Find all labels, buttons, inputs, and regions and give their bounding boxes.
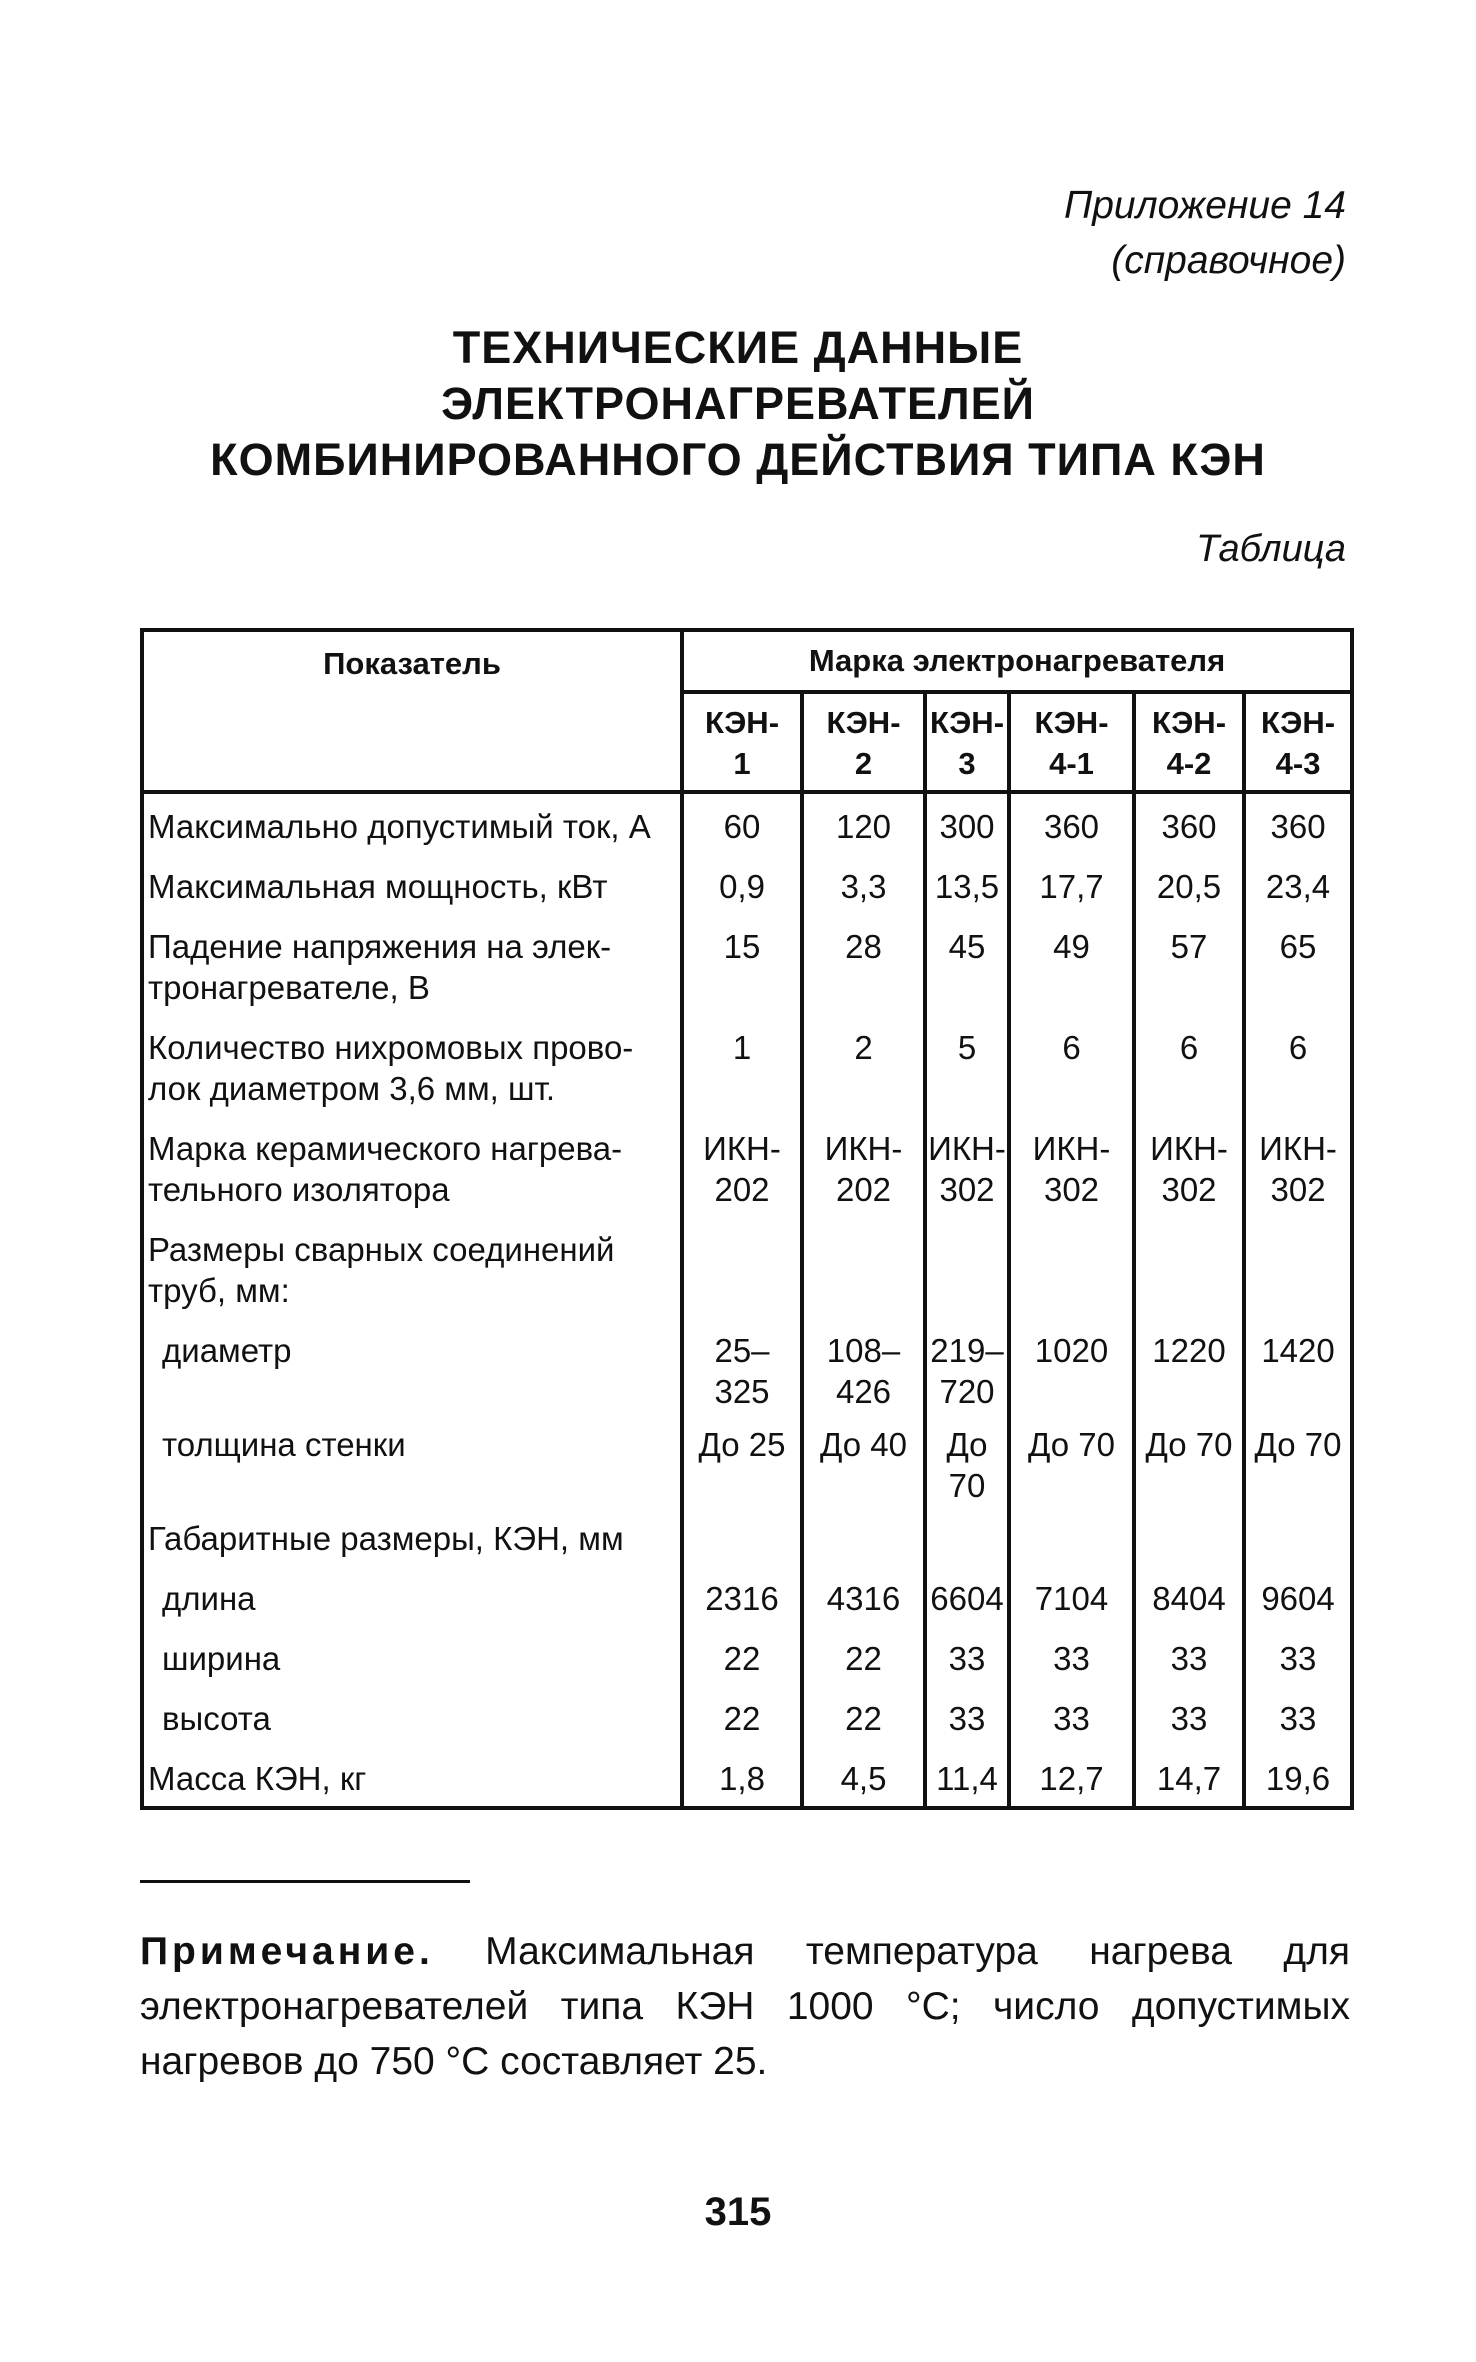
value-cell — [925, 1318, 1009, 1412]
value-text: 28 — [845, 928, 882, 965]
row-label: Масса КЭН, кг — [148, 1760, 367, 1797]
model-header-bottom: 1 — [733, 746, 751, 781]
value-cell — [802, 1746, 925, 1808]
value-text: 302 — [939, 1171, 995, 1208]
value-cell — [1134, 792, 1244, 854]
value-text: 202 — [714, 1171, 770, 1208]
value-cell — [682, 1412, 802, 1506]
value-text: 33 — [948, 1640, 986, 1677]
value-cell — [1009, 1686, 1134, 1746]
value-cell — [1009, 1412, 1134, 1506]
value-cell — [1134, 1015, 1244, 1116]
value-cell — [1009, 1566, 1134, 1626]
model-header-top: КЭН- — [704, 705, 780, 740]
value-text: 360 — [1270, 808, 1326, 845]
value-cell — [682, 1015, 802, 1116]
model-header-top: КЭН- — [1260, 705, 1336, 740]
value-cell — [1134, 1506, 1244, 1566]
value-cell — [1134, 1626, 1244, 1686]
row-label-line: Падение напряжения на элек- — [148, 928, 612, 965]
value-cell — [1244, 1015, 1352, 1116]
table-row — [142, 1686, 1352, 1746]
table-row — [142, 1412, 1352, 1506]
value-cell — [925, 1412, 1009, 1506]
value-cell — [1134, 854, 1244, 914]
value-cell — [925, 1217, 1009, 1318]
value-text: 2316 — [705, 1580, 779, 1617]
value-cell — [1244, 1217, 1352, 1318]
page-number: 315 — [704, 2190, 772, 2234]
row-label: Максимальная мощность, кВт — [148, 868, 608, 905]
value-cell — [802, 1318, 925, 1412]
value-cell — [682, 1506, 802, 1566]
row-label: толщина стенки — [162, 1426, 406, 1463]
value-cell — [1009, 1116, 1134, 1217]
row-label-line: труб, мм: — [148, 1272, 290, 1309]
value-text: 720 — [939, 1373, 995, 1410]
model-header-bottom: 3 — [958, 746, 976, 781]
value-text: 19,6 — [1265, 1760, 1331, 1797]
value-cell — [802, 1217, 925, 1318]
value-cell — [1244, 1626, 1352, 1686]
row-label-line: Марка керамического нагрева- — [148, 1130, 623, 1167]
row-label-line: Размеры сварных соединений — [148, 1231, 615, 1268]
value-cell — [682, 1217, 802, 1318]
value-cell — [1244, 1746, 1352, 1808]
value-cell — [802, 1686, 925, 1746]
value-text: 426 — [835, 1373, 892, 1410]
table-label: Таблица — [1196, 528, 1346, 570]
value-text: 33 — [948, 1700, 986, 1737]
value-text: 325 — [714, 1373, 770, 1410]
value-text: 15 — [723, 928, 761, 965]
value-cell — [1134, 1116, 1244, 1217]
value-text: 70 — [948, 1467, 986, 1504]
value-text: 33 — [1053, 1700, 1090, 1737]
row-label-line: тронагревателе, В — [148, 969, 430, 1006]
row-label: длина — [162, 1580, 256, 1617]
value-cell — [1244, 1566, 1352, 1626]
value-text: ИКН- — [1150, 1130, 1228, 1167]
model-header-bottom: 4-1 — [1049, 746, 1094, 781]
value-text: 300 — [939, 808, 995, 845]
value-text: 7104 — [1034, 1580, 1109, 1617]
value-cell — [1009, 914, 1134, 1015]
value-cell — [682, 1318, 802, 1412]
table-row — [142, 1318, 1352, 1412]
value-cell — [1244, 1116, 1352, 1217]
value-cell — [1009, 1626, 1134, 1686]
value-cell — [1244, 854, 1352, 914]
value-cell — [1009, 1506, 1134, 1566]
row-label — [142, 914, 682, 1015]
value-cell — [925, 914, 1009, 1015]
appendix-type: (справочное) — [1111, 239, 1346, 282]
model-header — [1009, 692, 1134, 792]
value-cell — [1009, 1746, 1134, 1808]
row-label — [142, 1116, 682, 1217]
value-cell — [1244, 1318, 1352, 1412]
value-cell — [1134, 914, 1244, 1015]
row-label — [142, 1015, 682, 1116]
specs-table — [140, 628, 1354, 1810]
value-cell — [802, 792, 925, 854]
value-text: 33 — [1053, 1640, 1090, 1677]
value-cell — [682, 914, 802, 1015]
row-label-line: тельного изолятора — [148, 1171, 450, 1208]
value-cell — [802, 1116, 925, 1217]
value-text: 1420 — [1261, 1332, 1335, 1369]
value-text: До 70 — [1254, 1426, 1342, 1463]
value-text: 33 — [1170, 1700, 1208, 1737]
value-cell — [1244, 792, 1352, 854]
model-header-top: КЭН- — [1151, 705, 1227, 740]
table-row — [142, 1506, 1352, 1566]
value-text: 2 — [854, 1029, 873, 1066]
value-text: 60 — [723, 808, 761, 845]
model-header — [1134, 692, 1244, 792]
value-text: 5 — [957, 1029, 977, 1066]
value-text: 360 — [1161, 808, 1217, 845]
value-text: До 70 — [1028, 1426, 1115, 1463]
value-text: 33 — [1279, 1640, 1317, 1677]
value-text: 360 — [1043, 808, 1100, 845]
header-indicator: Показатель — [142, 630, 682, 792]
value-text: 6604 — [930, 1580, 1004, 1617]
value-text: 12,7 — [1039, 1760, 1104, 1797]
table-row — [142, 1116, 1352, 1217]
value-text: ИКН- — [928, 1130, 1006, 1167]
value-text: 33 — [1279, 1700, 1317, 1737]
value-cell — [1134, 1412, 1244, 1506]
title-line-3: КОМБИНИРОВАННОГО ДЕЙСТВИЯ ТИПА КЭН — [210, 434, 1266, 485]
value-text: ИКН- — [824, 1130, 903, 1167]
value-cell — [802, 1566, 925, 1626]
value-text: 4316 — [826, 1580, 901, 1617]
value-text: 120 — [835, 808, 892, 845]
appendix-heading — [1064, 178, 1346, 288]
value-cell — [1134, 1217, 1244, 1318]
value-cell — [1009, 854, 1134, 914]
title-line-1: ТЕХНИЧЕСКИЕ ДАННЫЕ — [452, 322, 1024, 373]
table-row — [142, 1015, 1352, 1116]
model-header — [925, 692, 1009, 792]
value-text: ИКН- — [703, 1130, 781, 1167]
row-label: Габаритные размеры, КЭН, мм — [148, 1520, 624, 1557]
row-label: Максимально допустимый ток, А — [148, 808, 651, 845]
value-text: 23,4 — [1265, 868, 1331, 905]
value-text: 33 — [1170, 1640, 1208, 1677]
value-cell — [1244, 1506, 1352, 1566]
model-header-top: КЭН- — [929, 705, 1005, 740]
value-cell — [682, 1566, 802, 1626]
value-cell — [682, 792, 802, 854]
value-cell — [1134, 1318, 1244, 1412]
value-text: До 70 — [1145, 1426, 1233, 1463]
value-text: 1 — [732, 1029, 752, 1066]
value-cell — [802, 1015, 925, 1116]
model-header-bottom: 2 — [854, 746, 873, 781]
value-text: 57 — [1170, 928, 1208, 965]
value-cell — [925, 1015, 1009, 1116]
value-cell — [802, 914, 925, 1015]
value-text: 1,8 — [719, 1760, 765, 1797]
value-text: 65 — [1279, 928, 1317, 965]
value-text: 6 — [1288, 1029, 1308, 1066]
value-cell — [1009, 1318, 1134, 1412]
table-row — [142, 1626, 1352, 1686]
model-header-top: КЭН- — [1034, 705, 1109, 740]
value-text: 1020 — [1034, 1332, 1109, 1369]
table-row — [142, 1217, 1352, 1318]
model-header — [682, 692, 802, 792]
value-cell — [925, 854, 1009, 914]
value-cell — [1009, 1015, 1134, 1116]
row-label: диаметр — [162, 1332, 292, 1369]
appendix-number: Приложение 14 — [1063, 184, 1346, 227]
value-cell — [682, 1116, 802, 1217]
model-header-top: КЭН- — [826, 705, 901, 740]
model-header-bottom: 4-3 — [1275, 746, 1321, 781]
table-row — [142, 1566, 1352, 1626]
value-text: 17,7 — [1039, 868, 1104, 905]
value-cell — [1134, 1686, 1244, 1746]
note-label: Примечание. — [140, 1930, 434, 1973]
value-cell — [925, 1566, 1009, 1626]
value-text: 22 — [723, 1640, 761, 1677]
value-text: 49 — [1053, 928, 1090, 965]
page-title — [0, 320, 1476, 488]
row-label-line: лок диаметром 3,6 мм, шт. — [148, 1070, 556, 1107]
value-text: 6 — [1062, 1029, 1081, 1066]
value-cell — [682, 1686, 802, 1746]
value-text: До — [946, 1426, 988, 1463]
value-text: 1220 — [1152, 1332, 1226, 1369]
footnote-rule — [140, 1880, 470, 1883]
value-text: До 25 — [698, 1426, 786, 1463]
value-cell — [925, 1626, 1009, 1686]
value-text: 45 — [948, 928, 986, 965]
value-cell — [682, 854, 802, 914]
header-brand: Марка электронагревателя — [682, 630, 1352, 692]
row-label: высота — [162, 1700, 271, 1737]
value-text: 0,9 — [719, 868, 765, 905]
value-text: 11,4 — [936, 1760, 998, 1797]
value-cell — [925, 1686, 1009, 1746]
value-text: ИКН- — [1032, 1130, 1111, 1167]
value-text: 302 — [1043, 1171, 1100, 1208]
row-label: ширина — [162, 1640, 281, 1677]
value-cell — [925, 792, 1009, 854]
value-text: 9604 — [1261, 1580, 1335, 1617]
value-text: 202 — [835, 1171, 892, 1208]
value-text: 22 — [723, 1700, 761, 1737]
value-cell — [1134, 1746, 1244, 1808]
value-text: 25– — [714, 1332, 770, 1369]
model-header — [1244, 692, 1352, 792]
model-header-bottom: 4-2 — [1166, 746, 1212, 781]
value-text: 8404 — [1152, 1580, 1226, 1617]
value-text: 20,5 — [1156, 868, 1222, 905]
value-text: 22 — [845, 1700, 882, 1737]
value-text: 3,3 — [840, 868, 887, 905]
value-cell — [1244, 914, 1352, 1015]
table-row — [142, 792, 1352, 854]
value-cell — [925, 1746, 1009, 1808]
model-header — [802, 692, 925, 792]
value-text: До 40 — [820, 1426, 907, 1463]
value-text: 6 — [1179, 1029, 1199, 1066]
row-label — [142, 1217, 682, 1318]
value-cell — [802, 1412, 925, 1506]
value-cell — [682, 1626, 802, 1686]
value-text: 219– — [930, 1332, 1004, 1369]
value-cell — [682, 1746, 802, 1808]
value-text: 302 — [1161, 1171, 1217, 1208]
table-row — [142, 1746, 1352, 1808]
value-cell — [802, 854, 925, 914]
value-cell — [1244, 1412, 1352, 1506]
value-text: 108– — [826, 1332, 901, 1369]
value-cell — [802, 1626, 925, 1686]
table-row — [142, 854, 1352, 914]
value-cell — [925, 1116, 1009, 1217]
value-cell — [802, 1506, 925, 1566]
note-text: Максимальная температура нагрева для электронагревателей типа КЭН 1000 °С; число допустимых нагревов до 750 °С составляет 25. — [140, 1930, 1350, 2083]
value-text: 4,5 — [840, 1760, 887, 1797]
value-cell — [1009, 792, 1134, 854]
row-label-line: Количество нихромовых прово- — [148, 1029, 634, 1066]
value-text: 14,7 — [1156, 1760, 1222, 1797]
value-cell — [1244, 1686, 1352, 1746]
value-text: 13,5 — [934, 868, 1000, 905]
value-cell — [1134, 1566, 1244, 1626]
value-text: 302 — [1270, 1171, 1326, 1208]
table-row — [142, 914, 1352, 1015]
value-text: ИКН- — [1259, 1130, 1337, 1167]
note — [140, 1924, 1350, 2089]
value-cell — [1009, 1217, 1134, 1318]
value-text: 22 — [845, 1640, 882, 1677]
title-line-2: ЭЛЕКТРОНАГРЕВАТЕЛЕЙ — [441, 378, 1035, 429]
value-cell — [925, 1506, 1009, 1566]
